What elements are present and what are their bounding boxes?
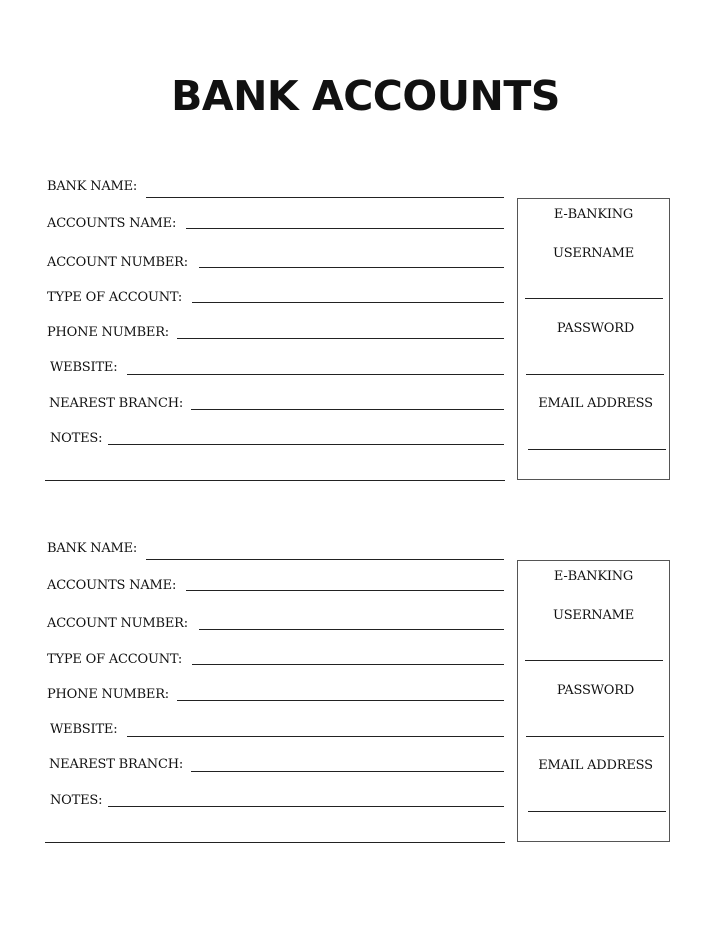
bank-account-block-1 — [0, 178, 717, 478]
phone-number-label: PHONE NUMBER: — [47, 325, 169, 340]
e-banking-box — [517, 560, 670, 842]
password-field[interactable] — [526, 374, 664, 375]
notes-label: NOTES: — [50, 793, 103, 808]
page-title: BANK ACCOUNTS — [171, 72, 560, 120]
bank-account-block-2 — [0, 540, 717, 840]
account-number-field[interactable] — [199, 629, 504, 630]
notes-field[interactable] — [108, 806, 504, 807]
accounts-name-label: ACCOUNTS NAME: — [47, 216, 177, 231]
nearest-branch-label: NEAREST BRANCH: — [49, 396, 184, 411]
type-of-account-label: TYPE OF ACCOUNT: — [47, 290, 183, 305]
account-number-label: ACCOUNT NUMBER: — [47, 616, 188, 631]
bank-name-field[interactable] — [146, 559, 504, 560]
website-label: WEBSITE: — [50, 722, 118, 737]
e-banking-heading: E-BANKING — [553, 207, 634, 222]
notes-label: NOTES: — [50, 431, 103, 446]
phone-number-label: PHONE NUMBER: — [47, 687, 169, 702]
accounts-name-field[interactable] — [186, 228, 504, 229]
notes-field[interactable] — [108, 444, 504, 445]
password-field[interactable] — [526, 736, 664, 737]
email-address-label: EMAIL ADDRESS — [538, 758, 653, 773]
password-label: PASSWORD — [556, 683, 635, 698]
bank-name-label: BANK NAME: — [47, 541, 138, 556]
username-field[interactable] — [525, 298, 663, 299]
website-label: WEBSITE: — [50, 360, 118, 375]
nearest-branch-field[interactable] — [191, 771, 504, 772]
phone-number-field[interactable] — [177, 338, 504, 339]
bank-name-field[interactable] — [146, 197, 504, 198]
username-label: USERNAME — [552, 246, 635, 261]
nearest-branch-field[interactable] — [191, 409, 504, 410]
username-label: USERNAME — [552, 608, 635, 623]
email-address-label: EMAIL ADDRESS — [538, 396, 653, 411]
account-number-label: ACCOUNT NUMBER: — [47, 255, 188, 270]
accounts-name-field[interactable] — [186, 590, 504, 591]
accounts-name-label: ACCOUNTS NAME: — [47, 578, 177, 593]
type-of-account-field[interactable] — [192, 302, 504, 303]
email-address-field[interactable] — [528, 811, 666, 812]
e-banking-box — [517, 198, 670, 480]
notes-extra-line[interactable] — [45, 842, 505, 843]
type-of-account-label: TYPE OF ACCOUNT: — [47, 652, 183, 667]
account-number-field[interactable] — [199, 267, 504, 268]
website-field[interactable] — [127, 736, 504, 737]
type-of-account-field[interactable] — [192, 664, 504, 665]
nearest-branch-label: NEAREST BRANCH: — [49, 757, 184, 772]
bank-name-label: BANK NAME: — [47, 179, 138, 194]
password-label: PASSWORD — [556, 321, 635, 336]
email-address-field[interactable] — [528, 449, 666, 450]
notes-extra-line[interactable] — [45, 480, 505, 481]
phone-number-field[interactable] — [177, 700, 504, 701]
username-field[interactable] — [525, 660, 663, 661]
e-banking-heading: E-BANKING — [553, 569, 634, 584]
website-field[interactable] — [127, 374, 504, 375]
